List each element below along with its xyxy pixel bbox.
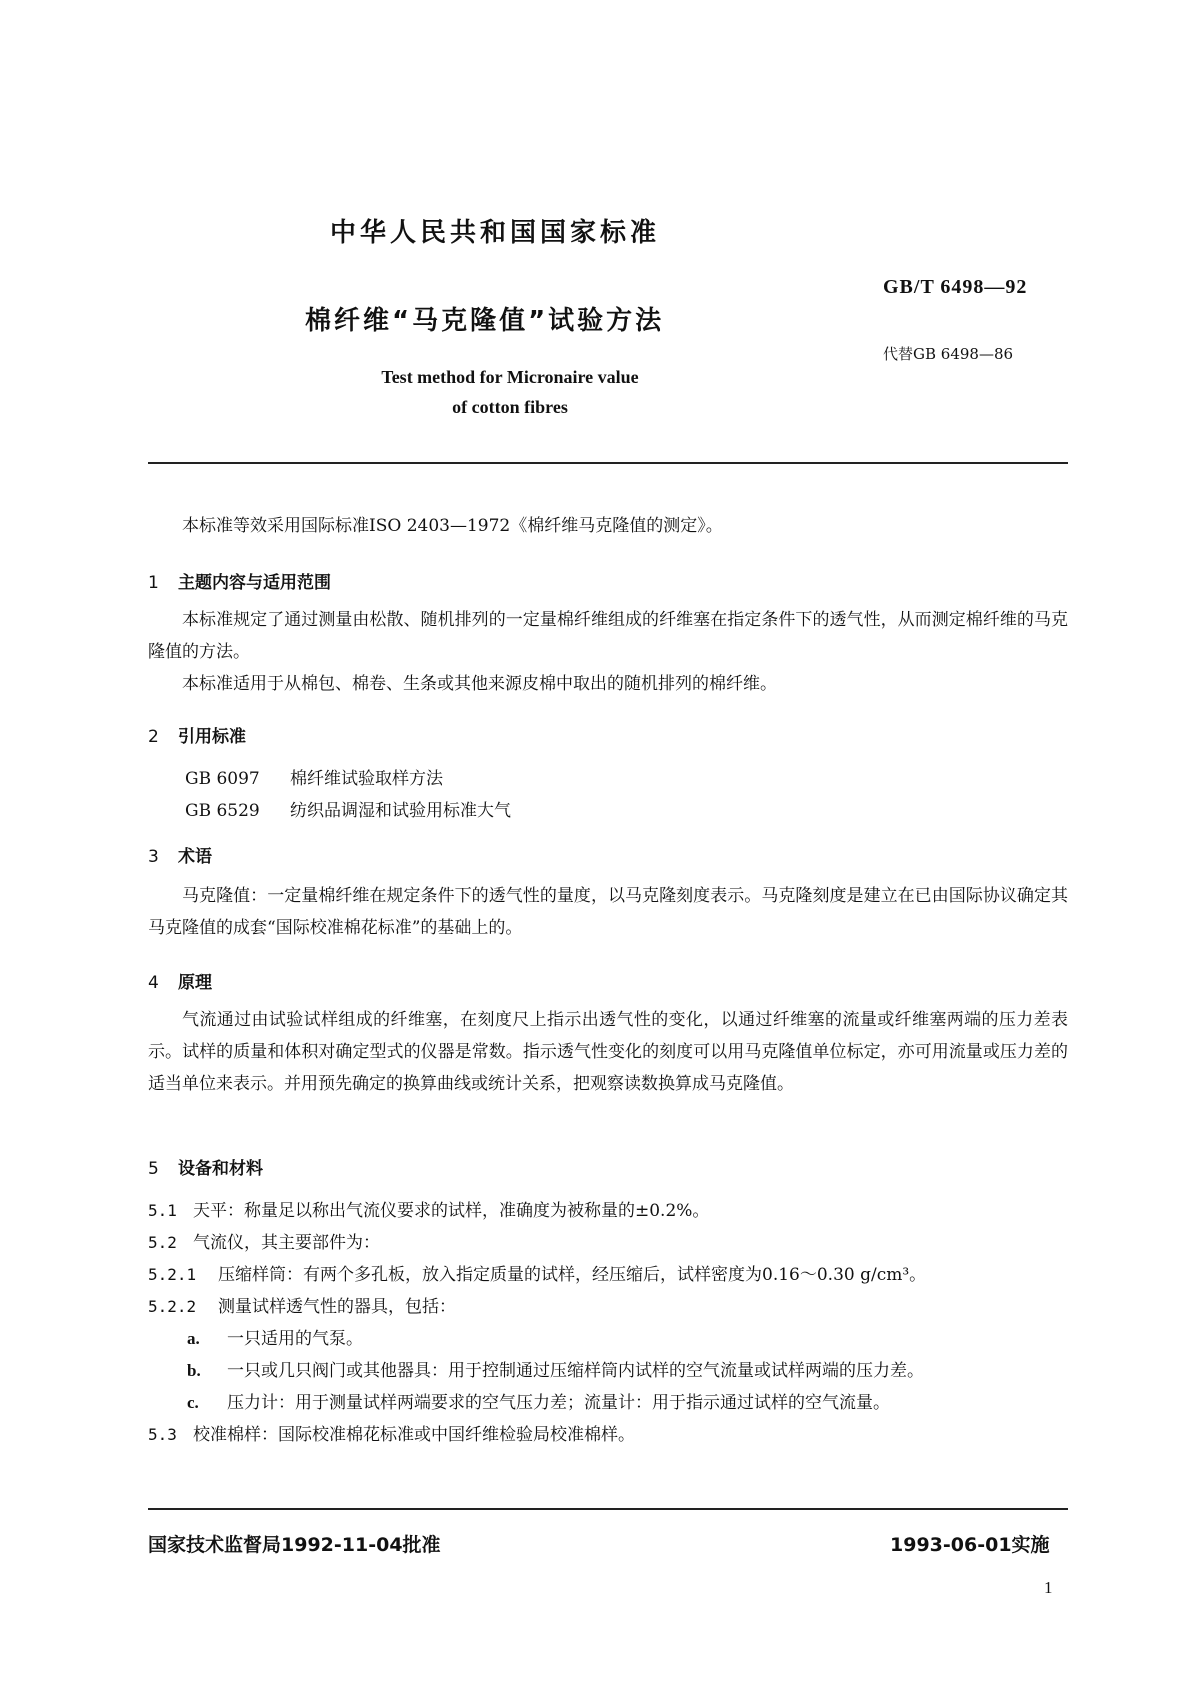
standard-title: 中华人民共和国国家标准: [330, 218, 661, 248]
reference-code: GB 6097: [185, 769, 260, 789]
reference-name: 棉纤维试验取样方法: [290, 769, 443, 789]
list-item-c: [187, 1388, 890, 1413]
effective-date: 1993-06-01实施: [890, 1534, 1050, 1556]
replaces-note: 代替GB 6498—86: [883, 345, 1014, 363]
list-item-text: 一只或几只阀门或其他器具：用于控制通过压缩样筒内试样的空气流量或试样两端的压力差。: [227, 1361, 924, 1381]
page-number: 1: [1044, 1578, 1053, 1597]
clause-number: 5.3: [148, 1425, 177, 1444]
clause-5-2: [148, 1228, 380, 1253]
clause-number: 5.2.1: [148, 1265, 197, 1284]
approval-note: 国家技术监督局1992-11-04批准: [148, 1534, 441, 1556]
section-number: 5: [148, 1159, 159, 1179]
section-title: 主题内容与适用范围: [178, 573, 331, 593]
list-item-letter: b.: [187, 1361, 201, 1380]
clause-5-2-1: [148, 1260, 926, 1285]
section-title: 原理: [178, 973, 212, 993]
reference-item: [185, 764, 443, 789]
clause-text: 压缩样筒：有两个多孔板，放入指定质量的试样，经压缩后，试样密度为0.16～0.30 g/cm³。: [218, 1265, 927, 1285]
clause-5-2-2: [148, 1292, 456, 1317]
list-item-text: 压力计：用于测量试样两端要求的空气压力差；流量计：用于指示通过试样的空气流量。: [227, 1393, 890, 1413]
section-number: 1: [148, 573, 159, 593]
section-title: 设备和材料: [178, 1159, 263, 1179]
section-1-paragraph-2: 本标准适用于从棉包、棉卷、生条或其他来源皮棉中取出的随机排列的棉纤维。: [182, 674, 777, 694]
clause-number: 5.2.2: [148, 1297, 197, 1316]
section-title: 术语: [178, 847, 212, 867]
header-divider: [148, 462, 1068, 464]
clause-5-3: [148, 1420, 635, 1445]
section-number: 3: [148, 847, 159, 867]
intro-paragraph: 本标准等效采用国际标准ISO 2403—1972《棉纤维马克隆值的测定》。: [182, 516, 723, 536]
section-1-paragraph-1: 本标准规定了通过测量由松散、随机排列的一定量棉纤维组成的纤维塞在指定条件下的透气性，从而测定棉纤维的马克隆值的方法。: [148, 610, 1068, 662]
section-title: 引用标准: [178, 727, 246, 747]
list-item-text: 一只适用的气泵。: [227, 1329, 363, 1349]
section-number: 2: [148, 727, 159, 747]
clause-text: 天平：称量足以称出气流仪要求的试样，准确度为被称量的±0.2%。: [193, 1201, 710, 1221]
english-title: Test method for Micronaire value of cotton fibres: [381, 367, 639, 417]
list-item-b: [187, 1356, 924, 1381]
clause-5-1: [148, 1196, 709, 1221]
clause-number: 5.2: [148, 1233, 177, 1252]
reference-code: GB 6529: [185, 801, 260, 821]
clause-number: 5.1: [148, 1201, 177, 1220]
list-item-a: [187, 1324, 363, 1349]
clause-text: 测量试样透气性的器具，包括：: [218, 1297, 456, 1317]
list-item-letter: c.: [187, 1393, 199, 1412]
section-heading-5: [148, 1154, 263, 1179]
section-heading-4: [148, 968, 212, 993]
section-heading-3: [148, 842, 212, 867]
reference-item: [185, 796, 511, 821]
section-3-paragraph: 马克隆值：一定量棉纤维在规定条件下的透气性的量度，以马克隆刻度表示。马克隆刻度是建立在已由国际协议确定其马克隆值的成套“国际校准棉花标准”的基础上的。: [148, 886, 1068, 938]
reference-name: 纺织品调湿和试验用标准大气: [290, 801, 511, 821]
document-title: 棉纤维“马克隆值”试验方法: [305, 306, 665, 336]
clause-text: 气流仪，其主要部件为：: [193, 1233, 380, 1253]
clause-text: 校准棉样：国际校准棉花标准或中国纤维检验局校准棉样。: [193, 1425, 635, 1445]
section-heading-1: [148, 568, 331, 593]
section-heading-2: [148, 722, 246, 747]
footer-divider: [148, 1508, 1068, 1510]
section-number: 4: [148, 973, 159, 993]
list-item-letter: a.: [187, 1329, 200, 1348]
section-4-paragraph: 气流通过由试验试样组成的纤维塞，在刻度尺上指示出透气性的变化，以通过纤维塞的流量或纤维塞两端的压力差表示。试样的质量和体积对确定型式的仪器是常数。指示透气性变化的刻度可以用马克隆值单位标定，亦可用流量或压力差的适当单位来表示。并用预先确定的换算曲线或统计关系，把观察读数换算成马克隆值。: [148, 1010, 1068, 1094]
standard-code: GB/T 6498—92: [883, 276, 1028, 298]
